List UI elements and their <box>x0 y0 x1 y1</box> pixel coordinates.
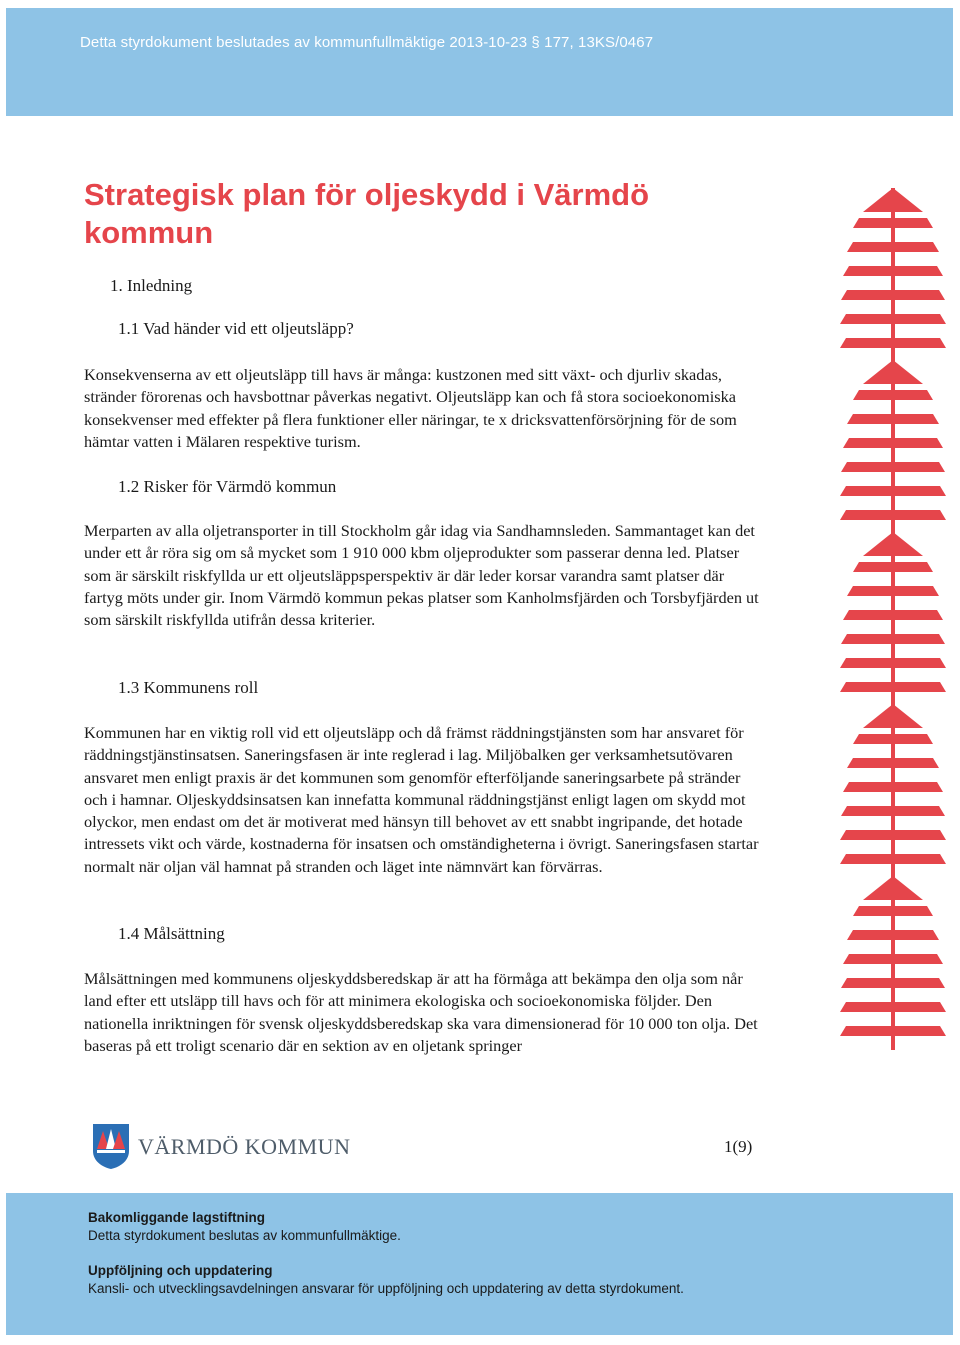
tree-branch <box>840 486 946 496</box>
tree-branch <box>847 414 939 424</box>
tree-branch <box>843 782 943 792</box>
tree-branch <box>841 462 945 472</box>
tree-branch <box>847 930 939 940</box>
tree-tip <box>863 188 923 212</box>
decorative-tree-graphic <box>840 188 946 1050</box>
footer-text-legislation: Detta styrdokument beslutas av kommunfullmäktige. <box>88 1228 401 1243</box>
tree-branch <box>840 1002 946 1012</box>
municipality-crest-icon <box>92 1123 130 1169</box>
tree-branch <box>840 314 946 324</box>
footer-heading-legislation: Bakomliggande lagstiftning <box>88 1210 266 1225</box>
paragraph-1-2: Merparten av alla oljetransporter in till Stockholm går idag via Sandhamnsleden. Sammantaget kan det under ett år röra sig om så mycket som 1 910 000 kbm oljeprodukter som passerar denna led. Platser som är särskilt riskfyllda ur ett oljeutsläppsperspektiv är där leder korsar varandra samt platser där fartyg möts under gir. Inom Värmdö kommun pekas platser som Kanholmsfjärden och Torsbyfjärden ut som särskilt riskfyllda utifrån dessa kriterier. <box>84 521 759 630</box>
footer-text-followup: Kansli- och utvecklingsavdelningen ansvarar för uppföljning och uppdatering av detta styrdokument. <box>88 1281 684 1296</box>
header-band <box>6 8 953 116</box>
tree-branch <box>840 338 946 348</box>
page-number: 1(9) <box>724 1137 753 1156</box>
logo-wordmark: VÄRMDÖ KOMMUN <box>138 1134 351 1159</box>
tree-branch <box>853 906 933 916</box>
section-heading-1-3: 1.3 Kommunens roll <box>118 678 259 697</box>
tree-tip <box>863 532 923 556</box>
tree-tip <box>863 876 923 900</box>
tree-branch <box>840 658 946 668</box>
tree-branch <box>841 290 945 300</box>
tree-branch <box>853 390 933 400</box>
tree-branch <box>840 682 946 692</box>
tree-branch <box>843 610 943 620</box>
section-heading-1: 1. Inledning <box>110 276 193 295</box>
section-heading-1-4: 1.4 Målsättning <box>118 924 225 943</box>
paragraph-1-4: Målsättningen med kommunens oljeskyddsberedskap är att ha förmåga att bekämpa den olja som når land efter ett utsläpp till havs och för att minimera ekologiska och socioekonomiska följder. Den nationella inriktningen för svensk oljeskyddsberedskap ska vara dimensionerad för 10 000 ton olja. Det baseras på ett troligt scenario där en sektion av en oljetank springer <box>84 969 758 1055</box>
tree-branch <box>841 806 945 816</box>
document-title: Strategisk plan för oljeskydd i Värmdö kommun <box>84 177 650 250</box>
tree-tip <box>863 704 923 728</box>
tree-branch <box>853 218 933 228</box>
tree-branch <box>853 734 933 744</box>
tree-branch <box>847 242 939 252</box>
header-decision-note: Detta styrdokument beslutades av kommunfullmäktige 2013-10-23 § 177, 13KS/0467 <box>80 34 654 51</box>
tree-branch <box>840 510 946 520</box>
tree-branch <box>840 854 946 864</box>
tree-branch <box>847 586 939 596</box>
section-heading-1-1: 1.1 Vad händer vid ett oljeutsläpp? <box>118 319 354 338</box>
paragraph-1-1: Konsekvenserna av ett oljeutsläpp till havs är många: kustzonen med sitt växt- och djurliv skadas, stränder förorenas och havsbottnar påverkas negativt. Oljeutsläpp kan och få stora socioekonomiska konsekvenser med effekter på flera funktioner eller näringar, te x dricksvattenförsörjning för de som hämtar vatten i Mälaren respektive turism. <box>84 365 737 451</box>
tree-branch <box>840 830 946 840</box>
tree-branch <box>847 758 939 768</box>
varmdo-kommun-logo <box>92 1123 351 1169</box>
tree-tip <box>863 360 923 384</box>
tree-branch <box>841 634 945 644</box>
footer-heading-followup: Uppföljning och uppdatering <box>88 1263 273 1278</box>
section-heading-1-2: 1.2 Risker för Värmdö kommun <box>118 477 337 496</box>
tree-branch <box>841 978 945 988</box>
tree-branch <box>843 438 943 448</box>
tree-branch <box>853 562 933 572</box>
paragraph-1-3: Kommunen har en viktig roll vid ett oljeutsläpp och då främst räddningstjänsten som har ansvaret för räddningstjänstinsatsen. Saneringsfasen är inte reglerad i lag. Miljöbalken ger verksamhetsutövaren ansvaret men enligt praxis är det kommunen som genomför efterföljande saneringsarbete på stränder och i hamnar. Oljeskyddsinsatsen kan innefatta kommunal räddningstjänst enligt lagen om skydd mot olyckor, men endast om det är motiverat med hänsyn till behovet av ett snabbt ingripande, det hotade intressets vikt och värde, kostnaderna för insatsen och omständigheterna i övrigt. Saneringsfasen startar normalt när oljan väl hamnat på stranden och läget inte nämnvärt kan förvärras. <box>84 723 759 876</box>
tree-branch <box>843 954 943 964</box>
tree-branch <box>843 266 943 276</box>
tree-branch <box>840 1026 946 1036</box>
